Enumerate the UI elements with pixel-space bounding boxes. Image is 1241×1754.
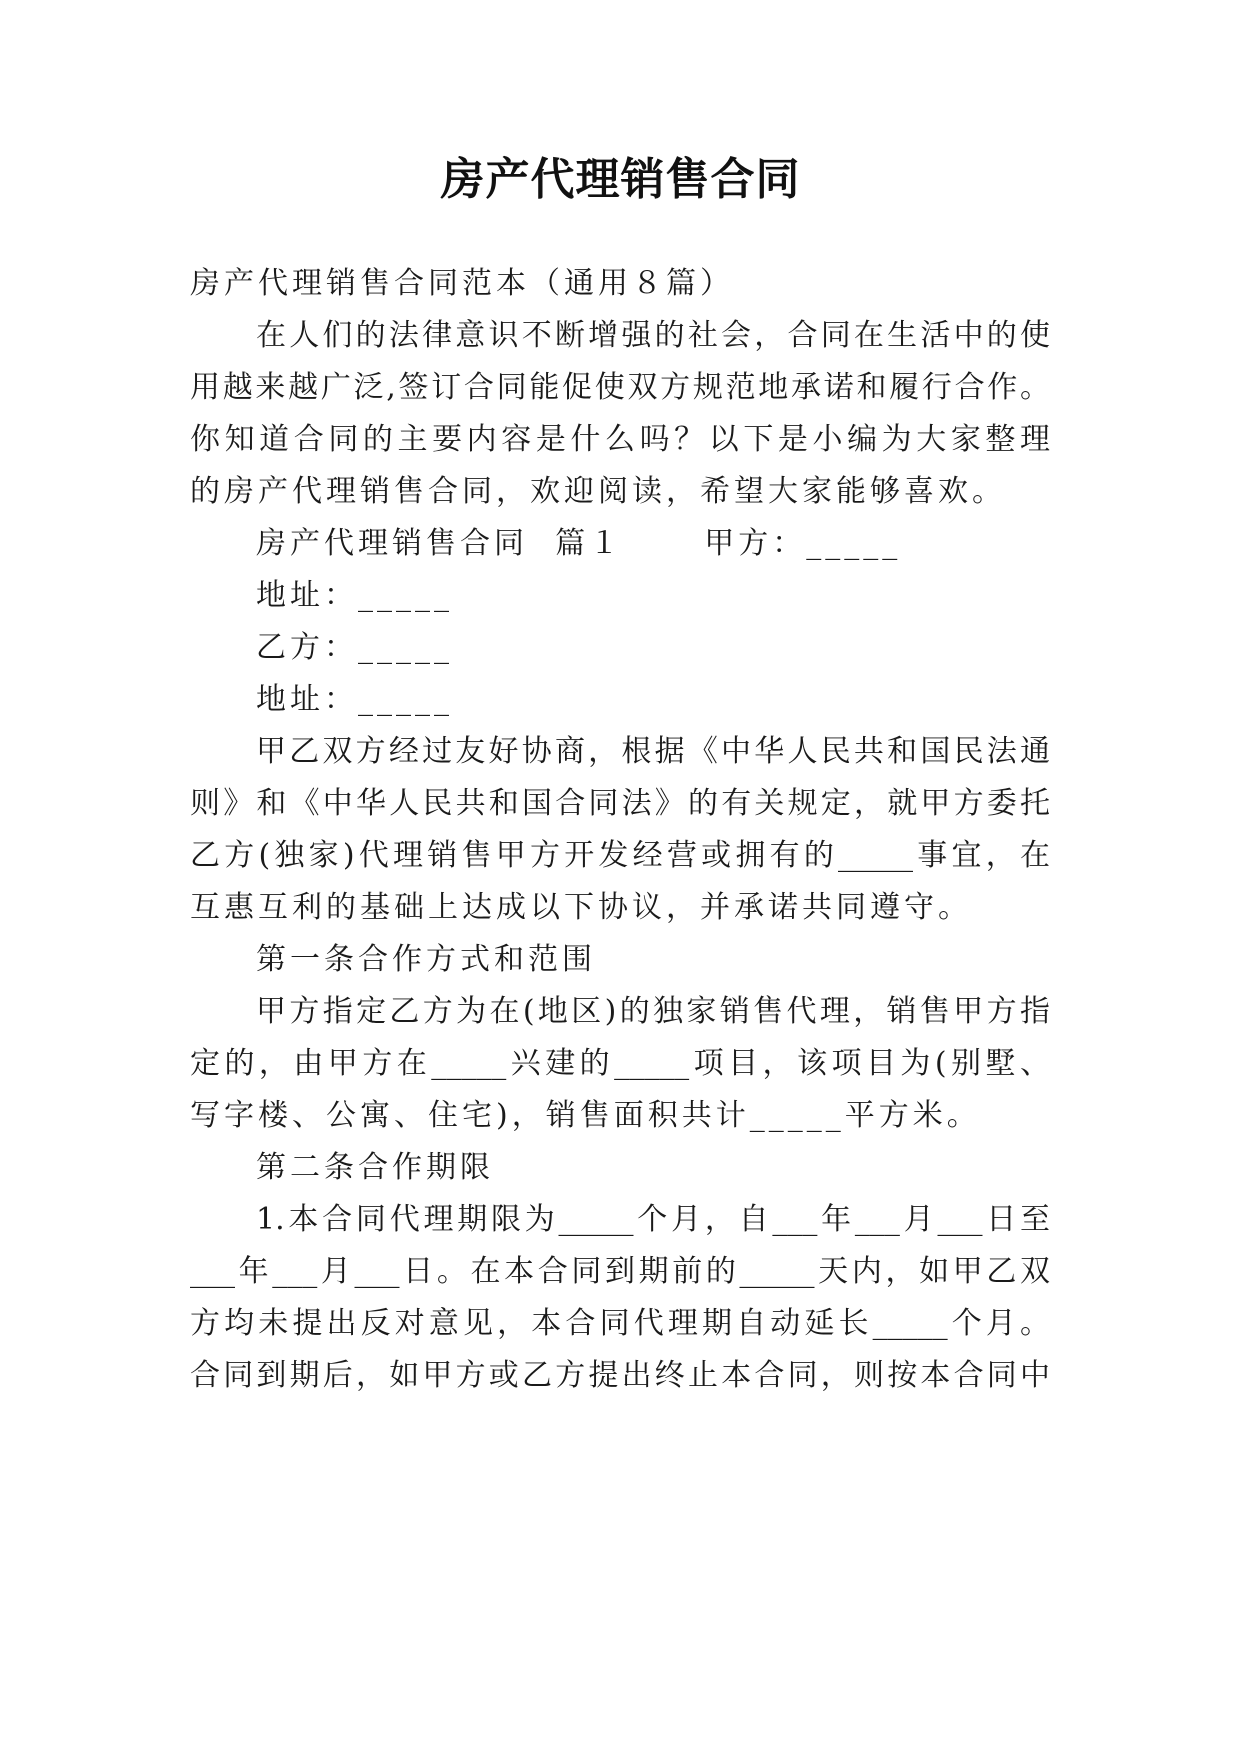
party-b: 乙方：_____ — [256, 630, 453, 665]
party-b-address: 地址：_____ — [256, 682, 453, 717]
text-line: 互惠互利的基础上达成以下协议，并承诺共同遵守。 — [190, 890, 972, 925]
text-line: 定的，由甲方在_____兴建的_____项目，该项目为(别墅、 — [190, 1046, 1050, 1081]
article-heading: 第一条合作方式和范围 — [256, 942, 596, 977]
section-heading-1: 房产代理销售合同 篇１ 甲方：_____ — [256, 526, 902, 561]
article-heading: 第二条合作期限 — [256, 1150, 494, 1185]
doc-subtitle: 房产代理销售合同范本（通用８篇） — [190, 266, 734, 301]
text-line: 1.本合同代理期限为_____个月，自___年___月___日至 — [256, 1202, 1050, 1237]
text-line: 乙方(独家)代理销售甲方开发经营或拥有的_____事宜，在 — [190, 838, 1050, 873]
text-line: 在人们的法律意识不断增强的社会，合同在生活中的使 — [256, 318, 1050, 353]
text-line: ___年___月___日。在本合同到期前的_____天内，如甲乙双 — [190, 1254, 1050, 1289]
text-line: 你知道合同的主要内容是什么吗？以下是小编为大家整理 — [190, 422, 1050, 457]
text-line: 的房产代理销售合同，欢迎阅读，希望大家能够喜欢。 — [190, 474, 1006, 509]
text-line: 甲乙双方经过友好协商，根据《中华人民共和国民法通 — [256, 734, 1050, 769]
party-a-address: 地址：_____ — [256, 578, 453, 613]
text-line: 则》和《中华人民共和国合同法》的有关规定，就甲方委托 — [190, 786, 1050, 821]
text-line: 用越来越广泛,签订合同能促使双方规范地承诺和履行合作。 — [190, 370, 1050, 405]
text-line: 写字楼、公寓、住宅)，销售面积共计_____平方米。 — [190, 1098, 981, 1133]
text-line: 合同到期后，如甲方或乙方提出终止本合同，则按本合同中 — [190, 1358, 1050, 1393]
text-line: 甲方指定乙方为在(地区)的独家销售代理，销售甲方指 — [256, 994, 1050, 1029]
page-title: 房产代理销售合同 — [440, 154, 801, 205]
text-line: 方均未提出反对意见，本合同代理期自动延长_____个月。 — [190, 1306, 1050, 1341]
